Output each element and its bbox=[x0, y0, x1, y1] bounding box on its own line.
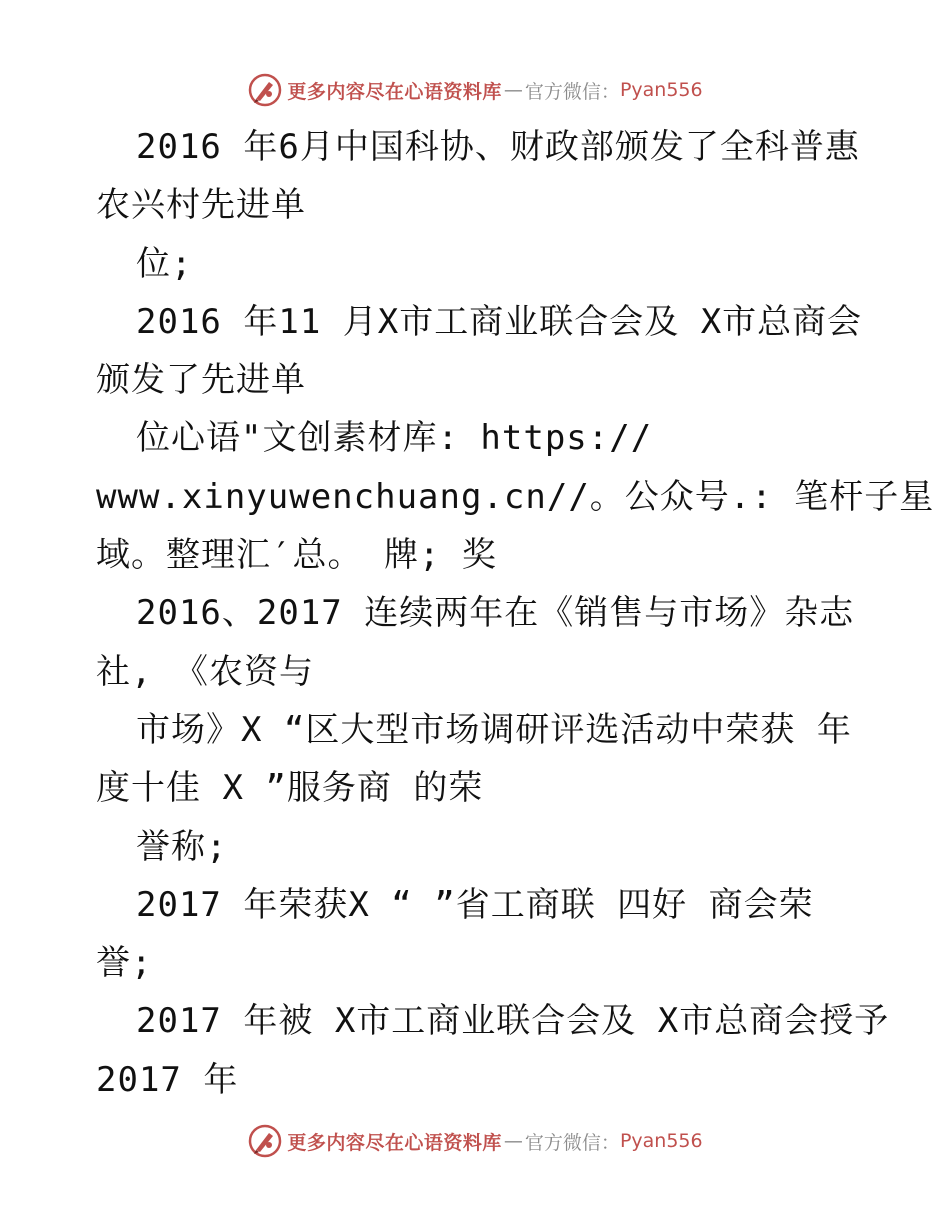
text-line: 位心语"文创素材库: https:// bbox=[136, 418, 653, 459]
text-line: 誉; bbox=[96, 943, 153, 984]
wechat-id: Pyan556 bbox=[619, 79, 703, 101]
text-line: 誉称; bbox=[136, 826, 228, 867]
text-line: 2016 年6月中国科协、财政部颁发了全科普惠 bbox=[136, 127, 860, 167]
text-line: 域。整理汇′总。 牌; 奖 bbox=[96, 535, 497, 576]
text-line: 2017 年 bbox=[96, 1059, 239, 1100]
wechat-label: 官方微信： bbox=[524, 1131, 620, 1154]
wechat-label: 官方微信： bbox=[524, 80, 620, 103]
text-line: 市场》X “区大型市场调研评选活动中荣获 年 bbox=[136, 709, 852, 750]
banner-text: 更多内容尽在心语资料库 bbox=[287, 80, 502, 103]
text-line: 2017 年被 X市工商业联合会及 X市总商会授予 bbox=[136, 1001, 890, 1042]
text-line: 位; bbox=[136, 243, 193, 284]
banner-text: 更多内容尽在心语资料库 bbox=[287, 1131, 502, 1154]
banner-separator: — bbox=[503, 1130, 523, 1152]
text-line: 2016、2017 连续两年在《销售与市场》杂志 bbox=[136, 593, 855, 634]
text-line: 2017 年荣获X “ ”省工商联 四好 商会荣 bbox=[136, 884, 814, 925]
header-banner bbox=[0, 68, 950, 112]
wechat-id: Pyan556 bbox=[619, 1130, 703, 1152]
banner-separator: — bbox=[503, 79, 523, 101]
text-line: 农兴村先进单 bbox=[96, 185, 306, 226]
text-line: 颁发了先进单 bbox=[96, 360, 306, 401]
footer-banner bbox=[0, 1119, 950, 1163]
text-line: 社, 《农资与 bbox=[96, 651, 314, 692]
document-body bbox=[96, 118, 935, 1109]
text-line: www.xinyuwenchuang.cn//。公众号.: 笔杆子星 bbox=[96, 476, 935, 517]
quill-pen-logo-icon bbox=[247, 72, 283, 108]
text-line: 度十佳 X ”服务商 的荣 bbox=[96, 768, 484, 809]
quill-pen-logo-icon bbox=[247, 1123, 283, 1159]
text-line: 2016 年11 月X市工商业联合会及 X市总商会 bbox=[136, 301, 863, 342]
